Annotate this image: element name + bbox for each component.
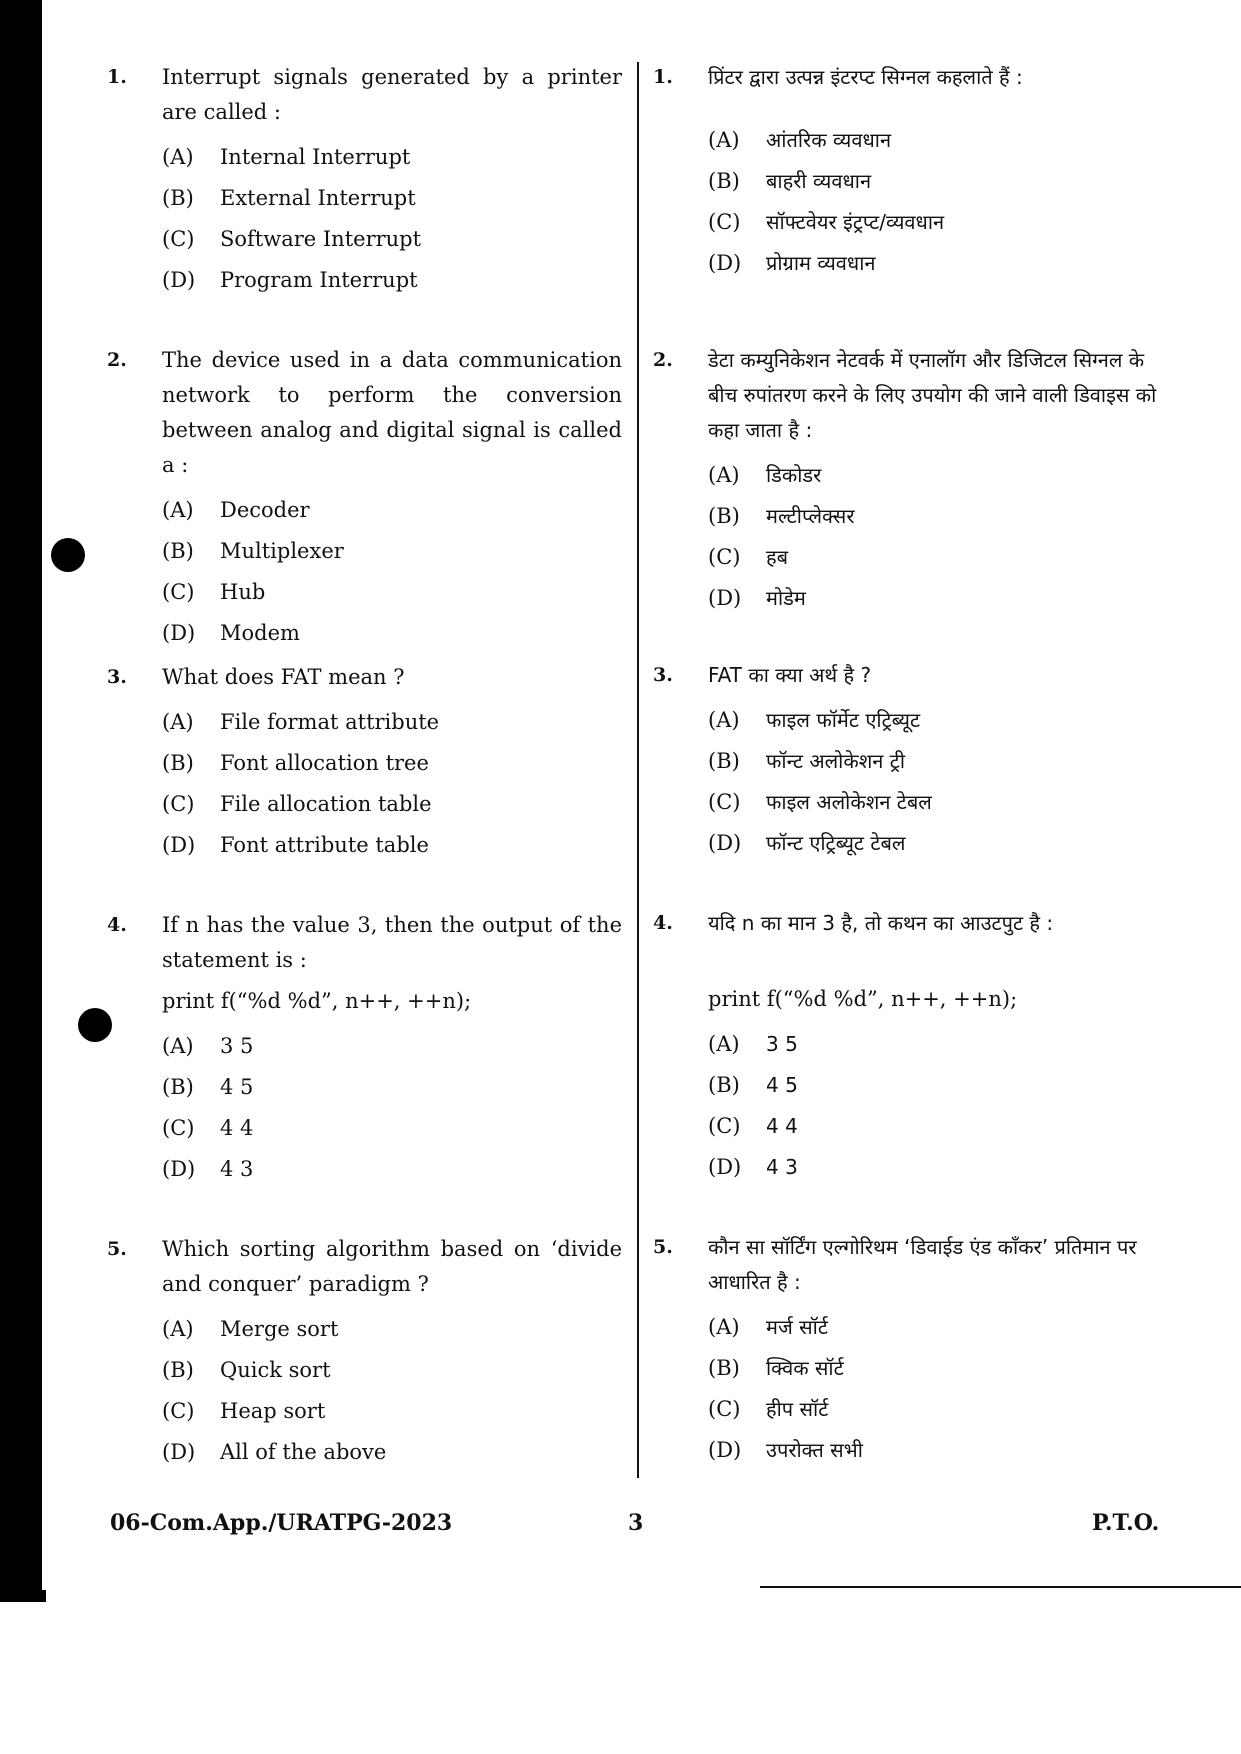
option-label: (A) [162, 1033, 194, 1058]
option-d [162, 612, 622, 653]
option-label: (A) [708, 462, 740, 487]
options-list [162, 489, 622, 653]
bottom-rule [760, 1586, 1241, 1588]
page-number: 3 [628, 1510, 644, 1536]
option-a [162, 136, 622, 177]
option-text: प्रोग्राम व्यवधान [766, 251, 876, 275]
question-hi-3 [653, 658, 1173, 863]
option-text: उपरोक्त सभी [766, 1438, 863, 1462]
scan-edge-bottom [0, 1590, 46, 1602]
pto-label: P.T.O. [1092, 1510, 1160, 1536]
option-label: (A) [162, 144, 194, 169]
option-label: (B) [708, 1355, 740, 1380]
option-text: हब [766, 545, 789, 569]
option-text: मोडेम [766, 586, 806, 610]
option-a [162, 701, 622, 742]
option-text: Decoder [220, 497, 310, 522]
question-en-4 [107, 908, 622, 1189]
option-b [708, 1064, 1173, 1105]
option-text: 3 5 [766, 1031, 798, 1056]
option-text: Modem [220, 620, 300, 645]
question-hi-4 [653, 906, 1173, 1187]
option-d [708, 1429, 1173, 1470]
options-list [162, 136, 622, 300]
option-text: 3 5 [220, 1033, 254, 1058]
option-label: (B) [162, 1357, 194, 1382]
question-number: 1. [107, 66, 127, 88]
option-a [162, 489, 622, 530]
option-label: (C) [708, 209, 741, 234]
option-a [708, 1306, 1173, 1347]
option-label: (B) [708, 748, 740, 773]
option-text: Heap sort [220, 1398, 326, 1423]
option-text: Multiplexer [220, 538, 344, 563]
option-label: (A) [708, 1314, 740, 1339]
options-list [708, 1023, 1173, 1187]
option-b [708, 1347, 1173, 1388]
option-text: फाइल अलोकेशन टेबल [766, 790, 932, 814]
option-a [708, 1023, 1173, 1064]
option-c [708, 1388, 1173, 1429]
option-text: Hub [220, 579, 266, 604]
option-c [708, 536, 1173, 577]
option-text: आंतरिक व्यवधान [766, 128, 892, 152]
options-list [708, 119, 1173, 283]
option-label: (A) [162, 1316, 194, 1341]
option-c [708, 781, 1173, 822]
option-label: (D) [162, 620, 196, 645]
option-d [162, 259, 622, 300]
option-b [162, 1349, 622, 1390]
option-text: File allocation table [220, 791, 432, 816]
option-label: (A) [162, 709, 194, 734]
question-number: 3. [653, 664, 673, 686]
column-divider [637, 62, 639, 1478]
option-b [162, 177, 622, 218]
code-statement: print f(“%d %d”, n++, ++n); [708, 987, 1018, 1011]
option-text: डिकोडर [766, 463, 822, 487]
option-b [708, 740, 1173, 781]
option-label: (D) [162, 1156, 196, 1181]
option-a [162, 1025, 622, 1066]
option-label: (B) [708, 1072, 740, 1097]
question-number: 1. [653, 66, 673, 88]
option-c [708, 201, 1173, 242]
punch-hole [51, 538, 85, 572]
option-text: फॉन्ट अलोकेशन ट्री [766, 749, 906, 773]
option-label: (A) [162, 497, 194, 522]
option-label: (D) [162, 832, 196, 857]
option-c [708, 1105, 1173, 1146]
option-label: (C) [708, 789, 741, 814]
option-text: बाहरी व्यवधान [766, 169, 872, 193]
option-label: (A) [708, 1031, 740, 1056]
option-text: Merge sort [220, 1316, 339, 1341]
option-text: Software Interrupt [220, 226, 422, 251]
option-label: (B) [162, 538, 194, 563]
option-label: (C) [162, 1398, 195, 1423]
option-a [708, 699, 1173, 740]
question-number: 4. [107, 914, 127, 936]
option-text: 4 5 [220, 1074, 254, 1099]
option-text: Quick sort [220, 1357, 331, 1382]
option-label: (C) [162, 1115, 195, 1140]
option-label: (D) [162, 267, 196, 292]
question-number: 3. [107, 666, 127, 688]
question-en-3 [107, 660, 622, 865]
question-text: FAT का क्या अर्थ है ? [708, 663, 872, 687]
option-text: Font allocation tree [220, 750, 429, 775]
question-text: डेटा कम्युनिकेशन नेटवर्क में एनालॉग और डिजिटल सिग्नल के बीच रुपांतरण करने के लिए उपयोग की जाने वाली डिवाइस को कहा जाता है : [708, 348, 1157, 442]
option-b [708, 495, 1173, 536]
option-text: Font attribute table [220, 832, 429, 857]
option-c [162, 783, 622, 824]
option-text: File format attribute [220, 709, 440, 734]
option-d [162, 1148, 622, 1189]
question-text: कौन सा सॉर्टिंग एल्गोरिथम ‘डिवाईड एंड कॉंकर’ प्रतिमान पर आधारित है : [708, 1235, 1137, 1294]
question-number: 4. [653, 912, 673, 934]
question-hi-1 [653, 60, 1173, 283]
option-label: (B) [162, 1074, 194, 1099]
question-hi-5 [653, 1230, 1173, 1470]
option-text: 4 3 [220, 1156, 254, 1181]
option-text: External Interrupt [220, 185, 416, 210]
option-d [708, 822, 1173, 863]
code-statement: print f(“%d %d”, n++, ++n); [162, 989, 472, 1013]
option-label: (D) [708, 1437, 742, 1462]
option-label: (C) [162, 579, 195, 604]
option-text: 4 4 [766, 1113, 798, 1138]
option-a [162, 1308, 622, 1349]
option-b [708, 160, 1173, 201]
option-c [162, 571, 622, 612]
options-list [708, 454, 1173, 618]
option-c [162, 1107, 622, 1148]
option-label: (B) [708, 503, 740, 528]
option-text: मल्टीप्लेक्सर [766, 504, 855, 528]
option-label: (D) [708, 1154, 742, 1179]
option-b [162, 742, 622, 783]
options-list [162, 701, 622, 865]
option-text: फाइल फॉर्मेट एट्रिब्यूट [766, 708, 921, 732]
paper-code: 06-Com.App./URATPG-2023 [110, 1510, 453, 1536]
option-label: (C) [708, 1396, 741, 1421]
question-text: प्रिंटर द्वारा उत्पन्न इंटरप्ट सिग्नल कहलाते हैं : [708, 65, 1023, 89]
option-label: (C) [162, 791, 195, 816]
option-label: (C) [708, 544, 741, 569]
option-label: (B) [162, 750, 194, 775]
option-a [708, 119, 1173, 160]
option-label: (D) [162, 1439, 196, 1464]
option-label: (A) [708, 127, 740, 152]
option-a [708, 454, 1173, 495]
question-text: यदि n का मान 3 है, तो कथन का आउटपुट है : [708, 911, 1054, 935]
option-text: क्विक सॉर्ट [766, 1356, 844, 1380]
question-text: If n has the value 3, then the output of the statement is : [162, 913, 622, 972]
option-d [708, 1146, 1173, 1187]
option-label: (B) [708, 168, 740, 193]
option-text: Program Interrupt [220, 267, 418, 292]
question-text: The device used in a data communication network to perform the conversion between analog and digital signal is called a : [162, 348, 622, 477]
option-c [162, 1390, 622, 1431]
question-text: Which sorting algorithm based on ‘divide and conquer’ paradigm ? [162, 1237, 622, 1296]
option-label: (C) [162, 226, 195, 251]
options-list [708, 699, 1173, 863]
option-d [708, 242, 1173, 283]
option-label: (D) [708, 250, 742, 275]
option-text: All of the above [220, 1439, 387, 1464]
option-text: 4 3 [766, 1154, 798, 1179]
option-text: 4 5 [766, 1072, 798, 1097]
option-text: फॉन्ट एट्रिब्यूट टेबल [766, 831, 906, 855]
option-label: (A) [708, 707, 740, 732]
option-text: हीप सॉर्ट [766, 1397, 829, 1421]
question-number: 2. [653, 349, 673, 371]
question-en-5 [107, 1232, 622, 1472]
options-list [162, 1025, 622, 1189]
option-label: (C) [708, 1113, 741, 1138]
question-hi-2 [653, 343, 1173, 618]
question-en-2 [107, 343, 622, 653]
option-c [162, 218, 622, 259]
question-text: Interrupt signals generated by a printer are called : [162, 65, 622, 124]
option-text: मर्ज सॉर्ट [766, 1315, 828, 1339]
question-number: 2. [107, 349, 127, 371]
option-text: 4 4 [220, 1115, 254, 1140]
option-d [162, 824, 622, 865]
options-list [162, 1308, 622, 1472]
question-en-1 [107, 60, 622, 300]
option-b [162, 1066, 622, 1107]
option-d [708, 577, 1173, 618]
option-b [162, 530, 622, 571]
option-label: (D) [708, 585, 742, 610]
question-number: 5. [107, 1238, 127, 1260]
question-number: 5. [653, 1236, 673, 1258]
option-text: Internal Interrupt [220, 144, 411, 169]
scan-edge [0, 0, 42, 1590]
option-label: (B) [162, 185, 194, 210]
question-text: What does FAT mean ? [162, 665, 405, 689]
option-label: (D) [708, 830, 742, 855]
option-d [162, 1431, 622, 1472]
option-text: सॉफ्टवेयर इंट्रप्ट/व्यवधान [766, 210, 945, 234]
options-list [708, 1306, 1173, 1470]
